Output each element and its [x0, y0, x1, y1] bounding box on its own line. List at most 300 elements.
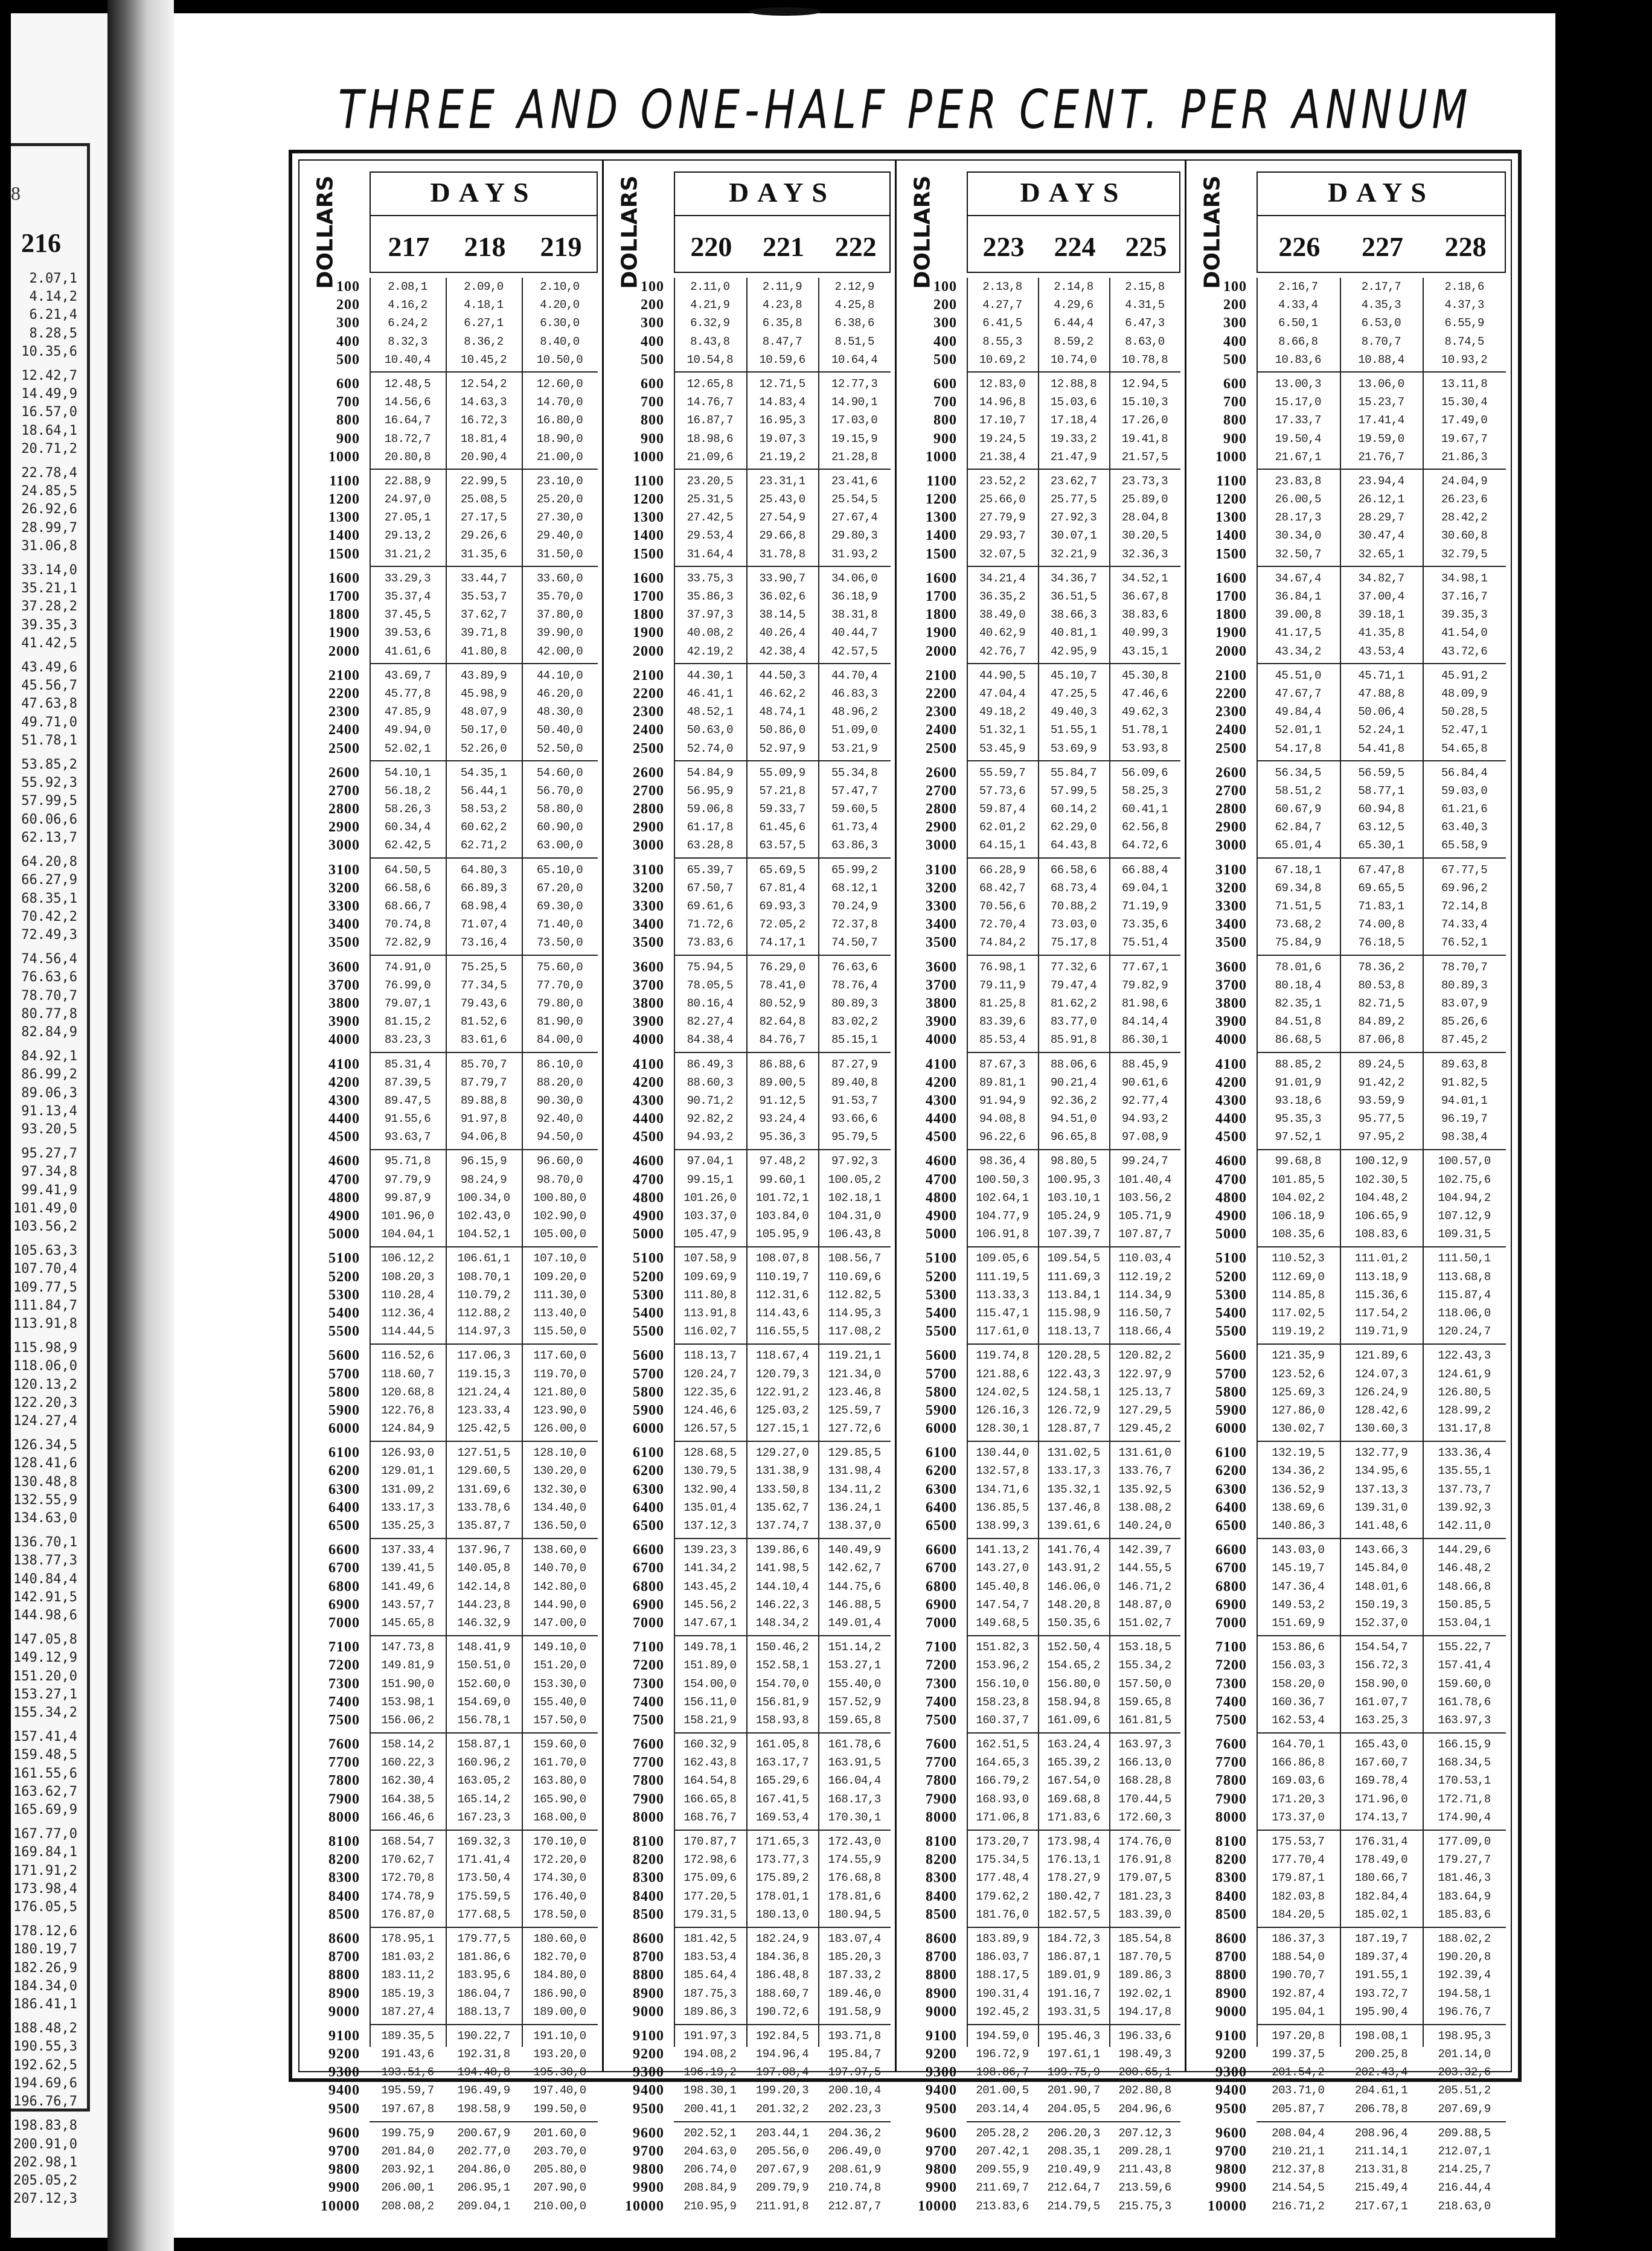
- interest-value: 43.69,7: [384, 668, 431, 682]
- interest-value: 45.77,8: [384, 687, 431, 700]
- dollar-amount: 1900: [633, 625, 664, 641]
- interest-value: 144.10,4: [755, 1580, 809, 1593]
- interest-value: 96.60,0: [536, 1154, 583, 1168]
- interest-value: 183.89,9: [976, 1932, 1029, 1945]
- interest-value: 162.51,5: [976, 1738, 1029, 1752]
- dollar-amount: 7300: [1215, 1676, 1247, 1692]
- interest-value: 8.32,3: [388, 335, 427, 348]
- interest-value: 210.74,8: [828, 2181, 881, 2195]
- interest-value: 65.99,2: [831, 863, 878, 877]
- interest-value: 102.18,1: [828, 1191, 881, 1205]
- previous-page-value: 151.20,0: [13, 1668, 77, 1684]
- interest-value: 27.42,5: [687, 511, 733, 525]
- interest-value: 126.16,3: [976, 1403, 1029, 1417]
- interest-value: 189.00,0: [533, 2005, 586, 2019]
- dollar-amount: 3800: [633, 995, 664, 1011]
- interest-value: 115.87,4: [1438, 1288, 1491, 1302]
- interest-value: 55.84,7: [1050, 766, 1097, 780]
- interest-value: 139.31,0: [1354, 1500, 1408, 1514]
- interest-value: 34.82,7: [1358, 571, 1404, 585]
- dollar-amount: 4800: [633, 1190, 664, 1206]
- interest-value: 22.88,9: [384, 474, 431, 488]
- interest-value: 34.06,0: [831, 571, 878, 585]
- dollar-amount: 2600: [328, 764, 360, 781]
- dollar-amount: 6800: [328, 1578, 360, 1595]
- dollar-amount: 1800: [1215, 607, 1247, 623]
- interest-value: 91.42,2: [1358, 1075, 1404, 1089]
- interest-value: 187.75,3: [684, 1987, 737, 2000]
- interest-value: 179.87,1: [1272, 1871, 1325, 1885]
- previous-page-number: 8: [11, 182, 21, 204]
- interest-value: 172.71,8: [1438, 1792, 1491, 1806]
- interest-value: 103.84,0: [755, 1209, 809, 1223]
- interest-value: 148.41,9: [457, 1641, 510, 1654]
- interest-value: 14.96,8: [979, 395, 1026, 409]
- previous-page-value: 178.12,6: [13, 1924, 77, 1939]
- interest-value: 91.94,9: [979, 1093, 1026, 1107]
- dollar-amount: 3000: [328, 837, 360, 854]
- interest-value: 20.80,8: [384, 450, 431, 464]
- interest-value: 207.42,1: [976, 2145, 1029, 2158]
- interest-value: 17.03,0: [831, 414, 878, 427]
- dollar-amount: 4500: [328, 1129, 360, 1145]
- interest-value: 150.35,6: [1047, 1616, 1100, 1630]
- interest-value: 33.75,3: [687, 571, 733, 585]
- dollar-amount: 9400: [633, 2083, 664, 2099]
- interest-value: 149.81,9: [381, 1659, 434, 1673]
- dollar-amount: 800: [641, 412, 664, 429]
- interest-value: 141.76,4: [1047, 1543, 1100, 1557]
- previous-page-value: 99.41,9: [21, 1182, 77, 1198]
- interest-value: 68.42,7: [979, 881, 1026, 895]
- dollar-amount: 4600: [926, 1153, 957, 1170]
- dollar-amount: 7300: [633, 1676, 664, 1692]
- day-number: 220: [690, 231, 732, 262]
- interest-value: 131.17,8: [1438, 1422, 1491, 1436]
- dollars-label-text: DOLLARS: [617, 175, 642, 289]
- interest-value: 15.17,0: [1275, 395, 1321, 409]
- dollar-amount: 1800: [328, 607, 360, 623]
- interest-value: 16.87,7: [687, 414, 733, 427]
- dollar-amount: 800: [933, 412, 957, 429]
- dollar-amount: 6800: [926, 1578, 957, 1595]
- dollar-amount: 4400: [926, 1111, 957, 1127]
- interest-value: 148.87,0: [1118, 1598, 1171, 1612]
- interest-value: 186.04,7: [457, 1987, 510, 2000]
- interest-value: 19.50,4: [1275, 432, 1321, 446]
- dollar-amount: 3900: [633, 1014, 664, 1030]
- interest-value: 177.48,4: [976, 1871, 1029, 1885]
- dollar-amount: 6500: [1215, 1518, 1247, 1534]
- dollar-amount: 4300: [633, 1092, 664, 1109]
- previous-page-value: 200.91,0: [13, 2136, 77, 2152]
- interest-value: 2.16,7: [1278, 280, 1318, 293]
- interest-value: 58.51,2: [1275, 784, 1321, 798]
- interest-value: 40.99,3: [1121, 626, 1168, 640]
- group-rule: [370, 1246, 598, 1247]
- interest-value: 197.08,4: [755, 2066, 809, 2080]
- dollar-amount: 5000: [1215, 1226, 1247, 1243]
- previous-page-value: 130.48,8: [13, 1474, 77, 1490]
- interest-value: 181.03,2: [381, 1950, 434, 1964]
- interest-value: 107.12,9: [1438, 1209, 1491, 1223]
- interest-value: 14.56,6: [384, 395, 431, 409]
- interest-value: 145.56,2: [684, 1598, 737, 1612]
- interest-value: 138.37,0: [828, 1519, 881, 1532]
- interest-value: 100.80,0: [533, 1191, 586, 1205]
- interest-value: 113.84,1: [1047, 1288, 1100, 1302]
- interest-value: 83.23,3: [384, 1033, 431, 1047]
- dollar-amount: 4400: [633, 1111, 664, 1127]
- interest-value: 135.25,3: [381, 1519, 434, 1532]
- interest-value: 93.59,9: [1358, 1093, 1404, 1107]
- interest-value: 203.14,4: [976, 2102, 1029, 2116]
- day-number: 224: [1054, 231, 1096, 262]
- interest-value: 36.84,1: [1275, 590, 1321, 603]
- previous-page-value: 138.77,3: [13, 1553, 77, 1569]
- interest-value: 112.82,5: [828, 1288, 881, 1302]
- dollar-amount: 5100: [328, 1250, 360, 1267]
- group-rule: [370, 760, 598, 761]
- interest-value: 94.01,1: [1441, 1093, 1488, 1107]
- interest-value: 74.17,1: [759, 936, 805, 950]
- interest-value: 51.55,1: [1050, 723, 1097, 737]
- interest-value: 153.18,5: [1118, 1641, 1171, 1654]
- previous-page-value: 53.85,2: [21, 757, 77, 773]
- interest-value: 25.77,5: [1050, 493, 1097, 507]
- interest-value: 63.12,5: [1358, 821, 1404, 834]
- dollar-amount: 6900: [328, 1596, 360, 1613]
- dollar-amount: 4100: [926, 1056, 957, 1072]
- interest-value: 200.41,1: [684, 2102, 737, 2116]
- interest-value: 142.11,0: [1438, 1519, 1491, 1532]
- previous-page-value: 103.56,2: [13, 1218, 77, 1234]
- dollar-amount: 1100: [329, 473, 360, 489]
- interest-value: 100.12,9: [1354, 1154, 1408, 1168]
- interest-value: 210.00,0: [533, 2199, 586, 2213]
- interest-value: 88.06,6: [1050, 1057, 1097, 1071]
- interest-value: 174.30,0: [533, 1871, 586, 1885]
- group-rule: [1257, 955, 1506, 956]
- interest-value: 170.87,7: [684, 1835, 737, 1848]
- interest-value: 78.41,0: [759, 978, 805, 992]
- interest-value: 153.30,0: [533, 1677, 586, 1691]
- previous-page-value: 115.98,9: [13, 1340, 77, 1356]
- dollar-amount: 5600: [633, 1348, 664, 1364]
- previous-page-value: 89.06,3: [21, 1085, 77, 1101]
- dollar-amount: 6600: [328, 1542, 360, 1558]
- dollar-amount: 1400: [633, 528, 664, 544]
- interest-value: 160.37,7: [976, 1713, 1029, 1727]
- dollar-amount: 3600: [328, 959, 360, 975]
- interest-value: 23.20,5: [687, 474, 733, 488]
- dollar-amount: 9500: [926, 2101, 957, 2117]
- interest-value: 147.54,7: [976, 1598, 1029, 1612]
- dollar-amount: 3600: [633, 959, 664, 975]
- interest-value: 27.67,4: [831, 511, 878, 525]
- dollar-amount: 9600: [328, 2125, 360, 2141]
- dollar-amount: 2200: [328, 685, 360, 702]
- dollar-amount: 6200: [1215, 1463, 1247, 1479]
- interest-value: 202.52,1: [684, 2126, 737, 2140]
- previous-page-value: 64.20,8: [21, 854, 77, 870]
- dollar-amount: 1800: [633, 607, 664, 623]
- interest-value: 6.41,5: [982, 316, 1022, 330]
- interest-value: 43.53,4: [1358, 644, 1404, 658]
- dollars-column-label: [299, 175, 351, 289]
- interest-value: 60.67,9: [1275, 802, 1321, 816]
- interest-value: 62.71,2: [460, 839, 507, 853]
- dollar-amount: 7700: [328, 1755, 360, 1771]
- interest-value: 115.36,6: [1354, 1288, 1408, 1302]
- dollar-amount: 5900: [633, 1402, 664, 1418]
- interest-value: 6.53,0: [1361, 316, 1401, 330]
- dollar-amount: 5300: [328, 1287, 360, 1303]
- interest-value: 161.09,6: [1047, 1713, 1100, 1727]
- interest-value: 58.77,1: [1358, 784, 1404, 798]
- dollar-amount: 500: [933, 351, 957, 368]
- dollar-amount: 8400: [633, 1888, 664, 1904]
- dollar-amount: 5800: [328, 1384, 360, 1400]
- interest-value: 53.21,9: [831, 741, 878, 755]
- interest-value: 125.13,7: [1118, 1385, 1171, 1399]
- interest-value: 158.21,9: [684, 1713, 737, 1727]
- interest-value: 202.80,8: [1118, 2084, 1171, 2098]
- interest-value: 37.80,0: [536, 608, 583, 622]
- interest-value: 8.51,5: [834, 335, 874, 348]
- interest-value: 141.49,6: [381, 1580, 434, 1593]
- interest-value: 6.24,2: [388, 316, 427, 330]
- dollar-amount: 6300: [1215, 1481, 1247, 1497]
- interest-value: 35.37,4: [384, 590, 431, 603]
- dollar-amount: 6500: [633, 1518, 664, 1534]
- interest-value: 50.06,4: [1358, 705, 1404, 719]
- previous-page-value: 18.64,1: [21, 423, 77, 438]
- interest-value: 198.86,7: [976, 2066, 1029, 2080]
- interest-value: 21.47,9: [1050, 450, 1097, 464]
- dollar-amount: 8600: [926, 1930, 957, 1947]
- dollar-amount: 5400: [328, 1305, 360, 1321]
- interest-value: 128.30,1: [976, 1422, 1029, 1436]
- interest-value: 71.72,6: [687, 918, 733, 932]
- group-rule: [674, 1052, 891, 1053]
- interest-value: 86.30,1: [1121, 1033, 1168, 1047]
- interest-value: 129.27,0: [755, 1446, 809, 1460]
- interest-value: 156.03,3: [1272, 1659, 1325, 1673]
- interest-value: 88.60,3: [687, 1075, 733, 1089]
- interest-value: 104.48,2: [1354, 1191, 1408, 1205]
- previous-page-value: 165.69,9: [13, 1802, 77, 1818]
- interest-value: 118.66,4: [1118, 1325, 1171, 1339]
- dollar-amount: 2100: [1215, 667, 1247, 684]
- interest-value: 120.82,2: [1118, 1349, 1171, 1363]
- interest-value: 216.71,2: [1272, 2199, 1325, 2213]
- dollar-amount: 8500: [1215, 1906, 1247, 1923]
- interest-value: 148.34,2: [755, 1616, 809, 1630]
- previous-page-value: 72.49,3: [21, 927, 77, 943]
- interest-value: 12.65,8: [687, 377, 733, 391]
- dollar-amount: 8900: [1215, 1985, 1247, 2002]
- interest-value: 125.03,2: [755, 1403, 809, 1417]
- group-rule: [674, 1732, 891, 1734]
- interest-value: 211.69,7: [976, 2181, 1029, 2195]
- interest-value: 8.70,7: [1361, 335, 1401, 348]
- interest-value: 110.03,4: [1118, 1252, 1171, 1266]
- group-rule: [967, 1052, 1180, 1053]
- group-rule: [1257, 1149, 1506, 1150]
- interest-value: 69.04,1: [1121, 881, 1168, 895]
- dollar-amount: 6100: [633, 1445, 664, 1461]
- interest-value: 204.63,0: [684, 2145, 737, 2158]
- dollar-amount: 2900: [633, 819, 664, 836]
- group-rule: [967, 2024, 1180, 2025]
- interest-value: 33.29,3: [384, 571, 431, 585]
- previous-page-value: 82.84,9: [21, 1024, 77, 1040]
- interest-value: 215.49,4: [1354, 2181, 1408, 2195]
- group-rule: [967, 760, 1180, 761]
- interest-value: 41.17,5: [1275, 626, 1321, 640]
- interest-value: 47.46,6: [1121, 687, 1168, 700]
- dollars-column-label: [604, 175, 655, 289]
- previous-page-value: 20.71,2: [21, 441, 77, 456]
- interest-value: 162.30,4: [381, 1774, 434, 1788]
- dollar-amount: 5900: [328, 1402, 360, 1418]
- interest-value: 46.20,0: [536, 687, 583, 700]
- interest-value: 36.02,6: [759, 590, 805, 603]
- interest-value: 169.53,4: [755, 1810, 809, 1824]
- dollar-amount: 3500: [633, 935, 664, 951]
- dollar-amount: 5200: [633, 1269, 664, 1285]
- days-header: [674, 171, 891, 273]
- interest-value: 94.93,2: [687, 1130, 733, 1144]
- interest-value: 68.66,7: [384, 900, 431, 913]
- dollar-amount: 9000: [633, 2003, 664, 2020]
- interest-value: 172.60,3: [1118, 1810, 1171, 1824]
- interest-value: 8.66,8: [1278, 335, 1318, 348]
- interest-value: 216.44,4: [1438, 2181, 1491, 2195]
- interest-value: 189.01,9: [1047, 1968, 1100, 1982]
- interest-value: 81.90,0: [536, 1015, 583, 1029]
- group-rule: [1257, 1246, 1506, 1247]
- interest-value: 127.86,0: [1272, 1403, 1325, 1417]
- interest-value: 13.11,8: [1441, 377, 1488, 391]
- interest-value: 144.90,0: [533, 1598, 586, 1612]
- interest-value: 63.28,8: [687, 839, 733, 853]
- interest-value: 170.30,1: [828, 1810, 881, 1824]
- interest-value: 47.67,7: [1275, 687, 1321, 700]
- interest-value: 90.71,2: [687, 1093, 733, 1107]
- dollar-amount: 9700: [328, 2144, 360, 2159]
- group-rule: [1257, 760, 1506, 761]
- interest-value: 10.64,4: [831, 353, 878, 367]
- dollar-amount: 8300: [633, 1870, 664, 1886]
- dollars-label-text: DOLLARS: [910, 175, 935, 289]
- interest-value: 151.14,2: [828, 1641, 881, 1654]
- interest-value: 67.77,5: [1441, 863, 1488, 877]
- interest-value: 116.02,7: [684, 1325, 737, 1339]
- previous-page-day-header: 216: [21, 228, 61, 258]
- interest-value: 17.41,4: [1358, 414, 1404, 427]
- dollar-amount: 9600: [1215, 2125, 1247, 2141]
- interest-value: 54.60,0: [536, 766, 583, 780]
- group-rule: [967, 1732, 1180, 1734]
- interest-value: 137.96,7: [457, 1543, 510, 1557]
- interest-value: 93.66,6: [831, 1112, 878, 1126]
- interest-value: 4.37,3: [1444, 298, 1484, 312]
- group-rule: [967, 2121, 1180, 2122]
- interest-value: 56.18,2: [384, 784, 431, 798]
- previous-page-value: 190.55,3: [13, 2039, 77, 2055]
- interest-value: 199.37,5: [1272, 2048, 1325, 2061]
- interest-value: 117.08,2: [828, 1325, 881, 1339]
- interest-value: 82.71,5: [1358, 996, 1404, 1010]
- interest-value: 172.70,8: [381, 1871, 434, 1885]
- interest-value: 172.20,0: [533, 1853, 586, 1867]
- interest-value: 213.83,6: [976, 2199, 1029, 2213]
- interest-value: 55.59,7: [979, 766, 1026, 780]
- interest-value: 85.70,7: [460, 1057, 507, 1071]
- interest-value: 38.83,6: [1121, 608, 1168, 622]
- interest-value: 26.12,1: [1358, 493, 1404, 507]
- dollars-label-text: DOLLARS: [1200, 175, 1225, 289]
- interest-value: 26.23,6: [1441, 493, 1488, 507]
- interest-value: 154.69,0: [457, 1695, 510, 1709]
- dollar-amount: 6400: [1215, 1499, 1247, 1516]
- interest-value: 197.67,8: [381, 2102, 434, 2116]
- interest-value: 66.58,6: [1050, 863, 1097, 877]
- interest-value: 86.88,6: [759, 1057, 805, 1071]
- interest-value: 121.88,6: [976, 1367, 1029, 1381]
- previous-page-value: 186.41,1: [13, 1997, 77, 2012]
- interest-value: 14.83,4: [759, 395, 805, 409]
- interest-value: 50.40,0: [536, 723, 583, 737]
- interest-value: 202.77,0: [457, 2145, 510, 2158]
- interest-value: 177.20,5: [684, 1889, 737, 1903]
- interest-value: 31.35,6: [460, 547, 507, 561]
- interest-value: 121.80,0: [533, 1385, 586, 1399]
- group-rule: [370, 857, 598, 859]
- interest-value: 144.29,6: [1438, 1543, 1491, 1557]
- interest-value: 20.90,4: [460, 450, 507, 464]
- interest-value: 109.20,0: [533, 1270, 586, 1284]
- interest-value: 165.39,2: [1047, 1756, 1100, 1770]
- previous-page-value: 16.57,0: [21, 405, 77, 420]
- interest-value: 196.33,6: [1118, 2029, 1171, 2043]
- dollar-amount: 7900: [926, 1791, 957, 1807]
- interest-value: 50.17,0: [460, 723, 507, 737]
- interest-value: 75.60,0: [536, 960, 583, 974]
- interest-value: 131.61,0: [1118, 1446, 1171, 1460]
- interest-value: 2.09,0: [464, 280, 504, 293]
- dollar-amount: 7700: [1215, 1755, 1247, 1771]
- dollar-amount: 900: [1223, 431, 1247, 447]
- dollar-amount: 6400: [328, 1499, 360, 1516]
- previous-page-value: 155.34,2: [13, 1705, 77, 1721]
- previous-page-value: 66.27,9: [21, 873, 77, 888]
- interest-value: 21.57,5: [1121, 450, 1168, 464]
- dollar-amount: 7800: [328, 1773, 360, 1789]
- interest-value: 139.61,6: [1047, 1519, 1100, 1532]
- interest-value: 99.87,9: [384, 1191, 431, 1205]
- dollar-amount: 9800: [1215, 2162, 1247, 2178]
- interest-value: 73.50,0: [536, 936, 583, 950]
- interest-value: 155.40,0: [533, 1695, 586, 1709]
- interest-value: 2.11,9: [762, 280, 802, 293]
- interest-value: 60.14,2: [1050, 802, 1097, 816]
- interest-value: 23.83,8: [1275, 474, 1321, 488]
- interest-value: 145.84,0: [1354, 1561, 1408, 1575]
- interest-value: 174.90,4: [1438, 1810, 1491, 1824]
